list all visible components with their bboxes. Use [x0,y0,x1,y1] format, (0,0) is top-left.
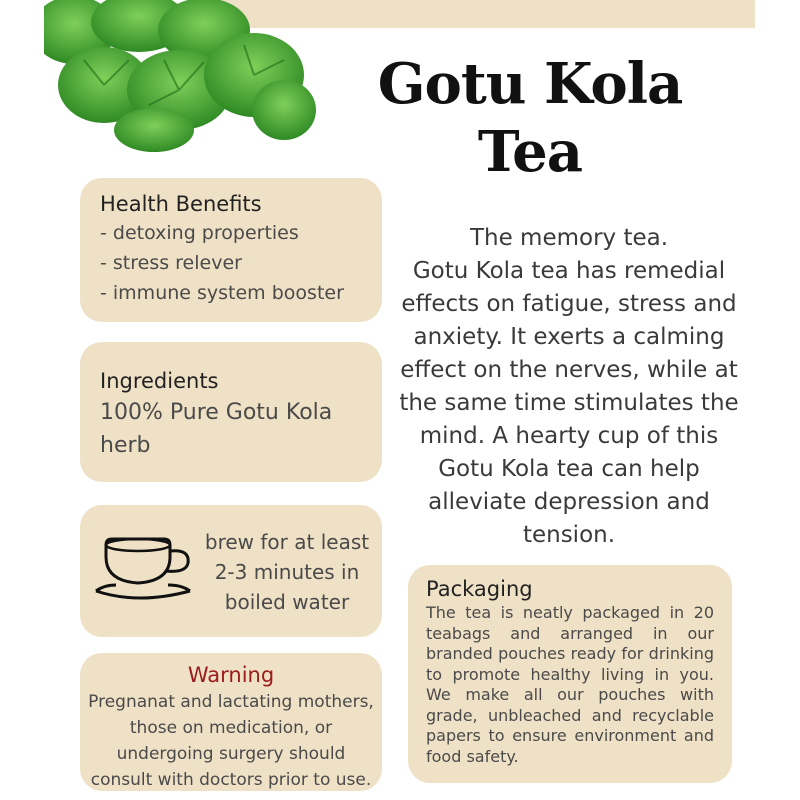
health-benefits-heading: Health Benefits [100,192,262,216]
brew-line: 2-3 minutes in [214,560,360,584]
warning-card [80,653,382,791]
product-title [360,50,700,186]
brew-instructions-card [80,505,382,637]
brew-line: brew for at least [204,530,370,554]
ingredients-heading: Ingredients [100,369,219,393]
brew-line: boiled water [224,590,350,614]
warning-text: Pregnanat and lactating mothers, those on medication, or undergoing surgery should consult with doctors prior to use. [88,692,374,790]
title-line-1: Gotu Kola [377,51,683,117]
title-line-2: Tea [477,119,583,185]
benefit-item: - stress relever [100,252,242,274]
packaging-heading: Packaging [426,577,533,601]
benefit-item: - detoxing properties [100,222,299,244]
warning-heading: Warning [187,663,275,687]
health-benefits-card [80,178,382,322]
packaging-text: The tea is neatly packaged in 20 teabags and arranged in our branded pouches ready for drinking to promote healthy living in you. We make all our pouches with grade, unbleached and recyclable papers to ensure environment and food safety. [426,603,714,766]
description-lead: The memory tea. [469,225,669,251]
product-description [396,222,742,552]
teacup-icon [94,535,206,607]
ingredients-text: 100% Pure Gotu Kola herb [100,400,333,458]
packaging-card [408,565,732,783]
ingredients-card [80,342,382,482]
brew-instructions-text [204,527,370,617]
benefit-item: - immune system booster [100,282,344,304]
description-text: Gotu Kola tea has remedial effects on fatigue, stress and anxiety. It exerts a calming effect on the nerves, while at the same time stimulates the mind. A hearty cup of this Gotu Kola tea can help alleviate depression and tension. [399,258,739,548]
gotu-kola-leaves-image [44,0,320,155]
